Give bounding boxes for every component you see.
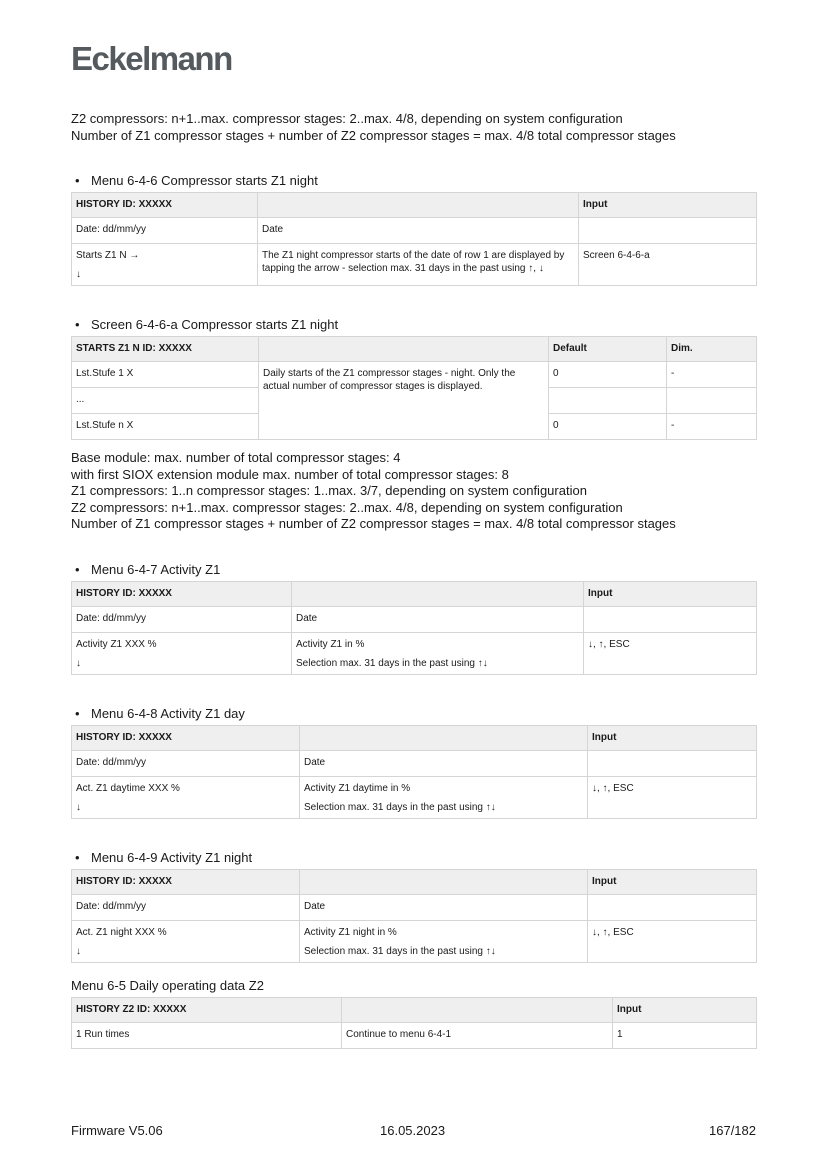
- table-cell: Date: dd/mm/yy: [72, 218, 258, 244]
- header-cell: Input: [584, 581, 757, 606]
- table-cell: [549, 388, 667, 414]
- table-cell: Date: [300, 894, 588, 920]
- header-cell: HISTORY ID: XXXXX: [72, 581, 292, 606]
- table-cell: Daily starts of the Z1 compressor stages - night. Only the actual number of compressor stages is displayed.: [259, 362, 549, 440]
- table-cell: [72, 776, 300, 818]
- header-cell: HISTORY ID: XXXXX: [72, 869, 300, 894]
- section-title-6-4-6: • Menu 6-4-6 Compressor starts Z1 night: [71, 173, 757, 188]
- cell-text: Starts Z1 N →: [76, 250, 140, 261]
- cell-text: Activity Z1 in %: [296, 638, 365, 650]
- table-cell: Date: dd/mm/yy: [72, 894, 300, 920]
- table-cell: Date: [300, 750, 588, 776]
- table-row: [72, 894, 757, 920]
- table-cell: [292, 632, 584, 674]
- table-cell: Lst.Stufe n X: [72, 414, 259, 440]
- section-title-6-4-7: • Menu 6-4-7 Activity Z1: [71, 562, 757, 577]
- table-cell: 0: [549, 414, 667, 440]
- table-cell: 1 Run times: [72, 1022, 342, 1048]
- table-row: [72, 606, 757, 632]
- table-cell: [584, 606, 757, 632]
- table-row: [72, 1022, 757, 1048]
- table-cell: -: [667, 362, 757, 388]
- table-cell: ...: [72, 388, 259, 414]
- cell-text: Activity Z1 XXX %: [76, 638, 157, 650]
- intro-line: Z2 compressors: n+1..max. compressor stages: 2..max. 4/8, depending on system configuration: [71, 111, 623, 126]
- notes-text: [71, 450, 757, 533]
- down-arrow-icon: ↓: [76, 945, 81, 957]
- table-6-4-6: [71, 192, 757, 286]
- table-header-row: [72, 337, 757, 362]
- table-cell: ↓, ↑, ESC: [584, 632, 757, 674]
- table-6-4-9: [71, 869, 757, 963]
- cell-text: Selection max. 31 days in the past using ↑↓: [296, 657, 488, 669]
- table-cell: ↓, ↑, ESC: [588, 776, 757, 818]
- note-line: Number of Z1 compressor stages + number of Z2 compressor stages = max. 4/8 total compressor stages: [71, 516, 676, 531]
- table-cell: [72, 244, 258, 286]
- table-cell: Continue to menu 6-4-1: [342, 1022, 613, 1048]
- table-cell: 0: [549, 362, 667, 388]
- header-cell: [300, 869, 588, 894]
- table-cell: Lst.Stufe 1 X: [72, 362, 259, 388]
- table-cell: [579, 218, 757, 244]
- header-cell: Input: [613, 997, 757, 1022]
- cell-text: Act. Z1 daytime XXX %: [76, 782, 180, 794]
- header-cell: STARTS Z1 N ID: XXXXX: [72, 337, 259, 362]
- table-6-5: [71, 997, 757, 1049]
- table-row: [72, 776, 757, 818]
- table-cell: [300, 920, 588, 962]
- table-6-4-8: [71, 725, 757, 819]
- table-header-row: [72, 869, 757, 894]
- table-cell: [300, 776, 588, 818]
- section-title-6-5: Menu 6-5 Daily operating data Z2: [71, 977, 264, 993]
- table-cell: Date: [292, 606, 584, 632]
- down-arrow-icon: ↓: [76, 657, 81, 669]
- table-cell: [588, 750, 757, 776]
- table-cell: The Z1 night compressor starts of the date of row 1 are displayed by tapping the arrow - selection max. 31 days in the past using ↑, ↓: [258, 244, 579, 286]
- header-cell: Default: [549, 337, 667, 362]
- down-arrow-icon: ↓: [76, 269, 81, 280]
- table-cell: Date: [258, 218, 579, 244]
- table-6-4-6-a: [71, 336, 757, 440]
- table-header-row: [72, 997, 757, 1022]
- table-header-row: [72, 581, 757, 606]
- table-row: [72, 920, 757, 962]
- table-row: [72, 632, 757, 674]
- table-row: [72, 218, 757, 244]
- cell-text: Act. Z1 night XXX %: [76, 926, 167, 938]
- footer-firmware: Firmware V5.06: [71, 1123, 163, 1138]
- table-cell: 1: [613, 1022, 757, 1048]
- header-cell: HISTORY ID: XXXXX: [72, 725, 300, 750]
- header-cell: HISTORY Z2 ID: XXXXX: [72, 997, 342, 1022]
- table-6-4-7: [71, 581, 757, 675]
- section-title-6-4-8: • Menu 6-4-8 Activity Z1 day: [71, 706, 757, 721]
- table-cell: -: [667, 414, 757, 440]
- section-title-6-4-9: • Menu 6-4-9 Activity Z1 night: [71, 850, 757, 865]
- footer-page-number: 167/182: [709, 1123, 756, 1138]
- header-cell: HISTORY ID: XXXXX: [72, 193, 258, 218]
- table-cell: Date: dd/mm/yy: [72, 750, 300, 776]
- header-cell: [342, 997, 613, 1022]
- note-line: Base module: max. number of total compressor stages: 4: [71, 450, 401, 465]
- document-body: [71, 111, 757, 1049]
- cell-text: Selection max. 31 days in the past using ↑↓: [304, 801, 496, 813]
- intro-line: Number of Z1 compressor stages + number of Z2 compressor stages = max. 4/8 total compressor stages: [71, 127, 676, 143]
- table-row: [72, 750, 757, 776]
- table-cell: Screen 6-4-6-a: [579, 244, 757, 286]
- cell-text: Selection max. 31 days in the past using ↑↓: [304, 945, 496, 957]
- table-cell: Date: dd/mm/yy: [72, 606, 292, 632]
- table-cell: [72, 632, 292, 674]
- cell-text: Activity Z1 night in %: [304, 926, 397, 938]
- table-header-row: [72, 193, 757, 218]
- table-cell: [588, 894, 757, 920]
- cell-text: Activity Z1 daytime in %: [304, 782, 411, 794]
- note-line: with first SIOX extension module max. number of total compressor stages: 8: [71, 466, 509, 482]
- header-cell: Input: [579, 193, 757, 218]
- section-title-6-4-6-a: • Screen 6-4-6-a Compressor starts Z1 night: [71, 317, 757, 332]
- footer-date: 16.05.2023: [380, 1123, 446, 1138]
- table-header-row: [72, 725, 757, 750]
- header-cell: [259, 337, 549, 362]
- table-row: [72, 362, 757, 388]
- intro-text: [71, 111, 757, 144]
- table-cell: ↓, ↑, ESC: [588, 920, 757, 962]
- header-cell: [258, 193, 579, 218]
- table-cell: [72, 920, 300, 962]
- note-line: Z1 compressors: 1..n compressor stages: 1..max. 3/7, depending on system configuration: [71, 483, 587, 498]
- table-row: [72, 244, 757, 286]
- eckelmann-logo: Eckelmann: [71, 40, 232, 77]
- header-cell: Dim.: [667, 337, 757, 362]
- table-cell: [667, 388, 757, 414]
- header-cell: Input: [588, 869, 757, 894]
- header-cell: [292, 581, 584, 606]
- header-cell: Input: [588, 725, 757, 750]
- note-line: Z2 compressors: n+1..max. compressor stages: 2..max. 4/8, depending on system configuration: [71, 499, 623, 515]
- down-arrow-icon: ↓: [76, 801, 81, 813]
- header-cell: [300, 725, 588, 750]
